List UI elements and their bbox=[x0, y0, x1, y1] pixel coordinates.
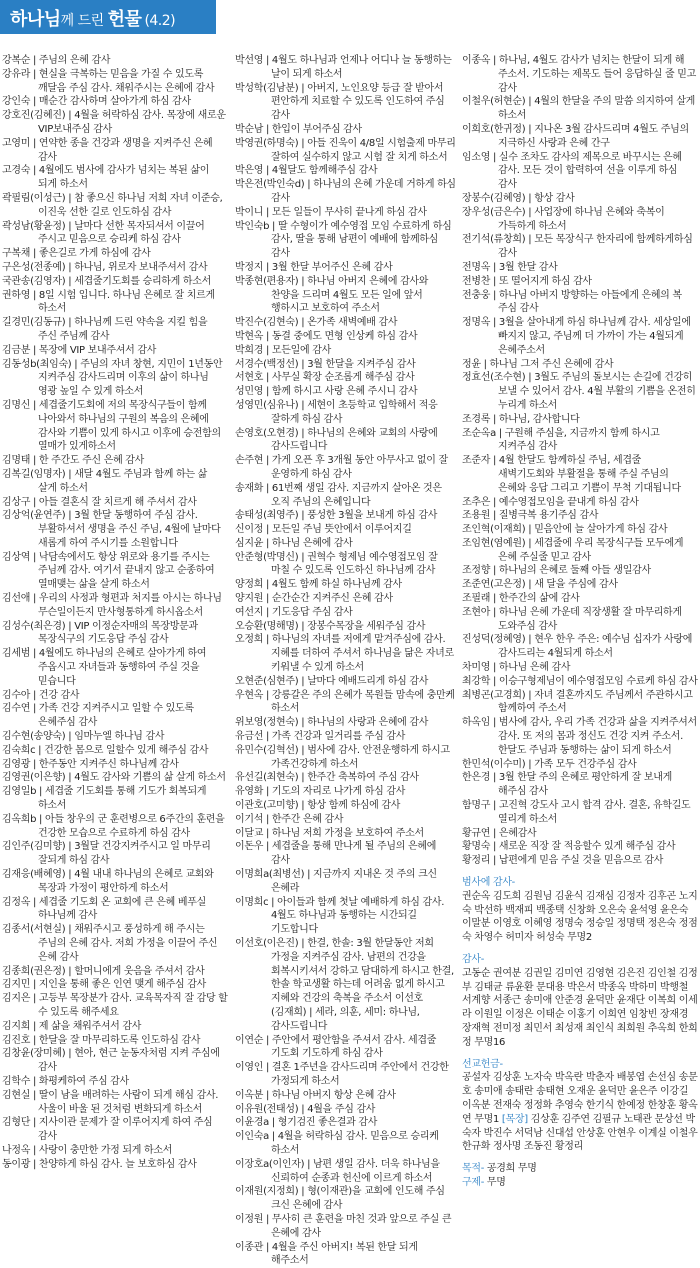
mokjang-badge: [목장] bbox=[501, 1113, 528, 1125]
offering-entry: 유영화 | 기도의 자리로 나가게 하심 감사 bbox=[235, 786, 406, 798]
offering-entry: 김세범 | 4월에도 하나님의 은혜로 살아가게 하여 주옵시고 자녀들과 동행하여 주실 것을 믿습니다 bbox=[2, 648, 207, 687]
offering-entry: 곽필림(이성근) | 참 좋으신 하나님 저희 자녀 이준승, 이진욱 선한 길로 인도하심 감사 bbox=[2, 192, 223, 218]
offering-entry: 송재화 | 61번째 생일 감사. 지금까지 살아온 것은 오직 주님의 은혜입니다 bbox=[235, 482, 442, 508]
offering-entry: 황정리 | 납편에게 믿음 주실 것을 믿음으로 감사 bbox=[462, 855, 664, 867]
offering-entry: 이인숙a | 4월을 허락하심 감사. 믿음으로 승리케 하소서 bbox=[235, 1131, 439, 1156]
offering-entry: 유민수(김혁선) | 범사에 감사. 안전운행하게 하시고 가족건강하게 하소서 bbox=[235, 744, 450, 770]
offering-entry: 박종현(편용자) | 하나님 아버지 은혜에 감사와 찬양을 드리며 4월도 모든 일에 앞서 행하시고 보호하여 주소서 bbox=[235, 275, 429, 315]
offering-entry: 장봉수(김혜영) | 항상 감사 bbox=[462, 192, 575, 204]
section-body bbox=[462, 1071, 698, 1154]
offering-entry: 김수아 | 건강 감사 bbox=[2, 689, 80, 701]
section-body: 고동순 권여분 김권일 김미연 김영현 김은진 김인철 김정부 김태균 류윤환 문대용 박은서 박종옥 박하미 박행철 서계향 서종근 송미애 안준경 윤덕만 윤재단 이복희 이세라 이원일 이정은 이태순 이홍기 이희연 임창빈 장재경 장재혁 전미정 최민서 최성재 최인식 최희원 추옥희 한희정 무명16 bbox=[462, 967, 698, 1048]
section-body: 무명 bbox=[486, 1176, 506, 1188]
offering-entry: 이종관 | 4월을 주신 아버지! 복된 한달 되게 해주소서 bbox=[235, 1241, 418, 1267]
section-title: 목적- bbox=[462, 1163, 487, 1175]
offering-entry: 심지윤 | 하나님 은혜에 감사 bbox=[235, 537, 353, 549]
offering-entry: 박영권(하명숙) | 아들 진욱이 4/8일 시험출제 마무리 잘하여 실수하지 않고 시험 잘 치게 하소서 bbox=[235, 137, 456, 163]
column-2 bbox=[235, 54, 457, 1268]
offering-entry: 김영광 | 한주동안 지켜주신 하나님께 감사 bbox=[2, 758, 179, 770]
offering-entry: 이기석 | 한주간 은혜 감사 bbox=[235, 813, 344, 825]
offering-entry: 김금분 | 목장에 VIP 보내주셔서 감사 bbox=[2, 344, 157, 356]
offering-entry: 신이정 | 모든일 주님 뜻안에서 이루어지길 bbox=[235, 524, 412, 536]
offering-entry: 국관송(김영자) | 세겹줄기도회를 승리하게 하소서 bbox=[2, 275, 211, 287]
offering-entry: 한은경 | 3월 한달 주의 은혜로 평안하게 잘 보내게 해주심 감사 bbox=[462, 772, 673, 798]
offering-entry: 조경록 | 하나님, 감사합니다 bbox=[462, 413, 580, 425]
column-1 bbox=[2, 54, 228, 1172]
offering-entry: 박순남 | 한입이 부어주심 감사 bbox=[235, 123, 362, 135]
offering-entry: 김정옥 | 세겹줄 기도회 온 교회에 큰 은혜 베푸실 하나님께 감사 bbox=[2, 896, 206, 922]
title-main: 하나님 bbox=[10, 9, 61, 30]
offering-entry: 김영일b | 세겹줄 기도회를 통해 기도가 회복되게 하소서 bbox=[2, 786, 207, 812]
offering-entry: 이희호(한귀정) | 지나온 3월 감사드리며 4월도 주님의 지극하신 사랑과 은혜 간구 bbox=[462, 123, 689, 149]
section-title: 범사에 감사- bbox=[462, 877, 515, 889]
offering-entry: 박현옥 | 동결 중에도 면형 인상케 하심 감사 bbox=[235, 330, 418, 342]
offering-entry: 최강학 | 이승구형제님이 예수영접모임 수료케 하심 감사 bbox=[462, 675, 698, 687]
section-body-before: 공설자 김상훈 노자숙 박옥란 박춘자 배봉엽 손선심 송문호 송미애 송태란 송태현 오재운 윤덕만 윤은주 이강길 이옥분 전재숙 정정화 추영숙 한기식 한예정 한창훈 황옥연 무명1 bbox=[462, 1072, 698, 1125]
offering-entry: 이유원(전태성) | 4월을 주심 감사 bbox=[235, 1103, 376, 1115]
offering-entry: 서경수(백정선) | 3월 한달을 지켜주심 감사 bbox=[235, 358, 416, 370]
offering-entry: 오승환(명해명) | 장봉수목장을 세워주심 감사 bbox=[235, 620, 426, 632]
offering-entry: 임소영 | 실수 조차도 감사의 제목으로 바꾸시는 은혜 감사. 모든 것이 합력하여 선을 이루게 하심 감사 bbox=[462, 151, 682, 191]
offering-entry: 김재응(배혜영) | 4월 내내 하나님의 은혜로 교회와 목장과 가정이 평안하게 하소서 bbox=[2, 869, 214, 894]
offering-entry: 황규연 | 은혜감사 bbox=[462, 827, 537, 839]
offering-entry: 이연순 | 주안에서 평안함을 주셔서 감사. 세겹줄 기도회 기도하게 하심 감사 bbox=[235, 1034, 437, 1060]
offering-entry: 김종희(권은정) | 할머니에게 웃음을 주셔서 감사 bbox=[2, 965, 205, 977]
offering-entry: 박인숙b | 딸 수형이가 예수영접 모임 수료하게 하심 감사, 딸을 통해 남편이 예배에 함께하심 감사 bbox=[235, 220, 452, 260]
offering-entry: 이명희a(최병선) | 지금까지 지내온 것 주의 크신 은혜라 bbox=[235, 869, 437, 894]
offering-entry: 강호진(김혜진) | 4월을 허락하심 감사. 목장에 새로운 VIP보내주심 감사 bbox=[2, 110, 226, 135]
offering-entry: 이정원 | 무사히 큰 훈련을 마친 것과 앞으로 주실 큰 은혜에 감사 bbox=[235, 1213, 452, 1239]
offering-entry: 황명숙 | 새로운 직장 잘 적응할수 있게 해주심 감사 bbox=[462, 841, 676, 853]
offering-entry: 김수현(송양숙) | 임마누엘 하나님 감사 bbox=[2, 731, 165, 743]
title-end: 헌물 bbox=[107, 9, 142, 30]
offering-entry: 길경민(김동규) | 하나님께 드린 약속을 지킬 힘을 주신 주님께 감사 bbox=[2, 317, 208, 342]
offering-entry: 여선지 | 기도응답 주심 감사 bbox=[235, 606, 353, 618]
offering-entry: 조준연(고은정) | 새 달을 주심에 감사 bbox=[462, 579, 618, 591]
offering-entry: 박정지 | 3월 한달 부어주신 은혜 감사 bbox=[235, 261, 393, 273]
offering-entry: 김성수(최은경) | VIP 이정순자매의 목장방문과 목장식구의 기도응답 주심 감사 bbox=[2, 620, 198, 646]
column-3 bbox=[462, 54, 698, 1190]
offering-entry: 성민영 | 함께 하시고 사랑 은혜 주시니 감사 bbox=[235, 386, 418, 398]
offering-entry: 유금선 | 가족 건강과 일거리를 주심 감사 bbox=[235, 731, 406, 743]
offering-entry: 김창윤(장미혜) | 현아, 현근 눈동자처럼 지켜 주심에 감사 bbox=[2, 1048, 220, 1074]
section-title: 감사- bbox=[462, 954, 485, 965]
offering-entry: 전명옥 | 3월 한달 감사 bbox=[462, 261, 558, 273]
offering-entry: 박희경 | 모든일에 감사 bbox=[235, 344, 331, 356]
offering-entry: 양지원 | 순간순간 지켜주신 은혜 감사 bbox=[235, 593, 393, 605]
section-title: 선교헌금- bbox=[462, 1058, 503, 1070]
offering-entry: 곽성남(황윤정) | 날마다 선한 목자되셔서 이끌어 주시고 믿음으로 승리케 하심 감사 bbox=[2, 220, 205, 246]
offering-entry: 이장호a(이인자) | 남편 생일 감사. 더욱 하나님을 신뢰하여 순종과 헌신에 이르게 하소서 bbox=[235, 1158, 440, 1184]
offering-entry: 이명희c | 아이들과 함께 첫날 예배하게 하심 감사. 4월도 하나님과 동행하는 시간되길 기도합니다 bbox=[235, 896, 445, 936]
offering-entry: 나정옥 | 사랑이 충만한 가정 되게 하소서 bbox=[2, 1144, 173, 1156]
offering-entry: 김지은 | 고등부 목장분가 감사. 교육목자직 잘 감당 할 수 있도록 해주세요 bbox=[2, 993, 228, 1018]
offering-entry: 강인숙 | 매순간 감사하며 살아가게 하심 감사 bbox=[2, 96, 191, 108]
offering-entry: 최병곤(고경희) | 자녀 결혼까지도 주님께서 주관하시고 함께하여 주소서 bbox=[462, 689, 693, 715]
section-title: 구제- bbox=[462, 1176, 487, 1188]
offering-entry: 하옥임 | 범사에 감사, 우리 가족 건강과 삶을 지켜주셔서 감사. 또 저의 몸과 정신도 건강 지켜 주소서. 한달도 주님과 동행하는 삶이 되게 하소서 bbox=[462, 717, 697, 756]
offering-entry: 박선영 | 4월도 하나님과 언제나 어디나 늘 동행하는 날이 되게 하소서 bbox=[235, 55, 452, 80]
offering-entry: 양정희 | 4월도 함께 하실 하나님께 감사 bbox=[235, 579, 402, 591]
offering-entry: 조준자 | 4월 한달도 함께하실 주님, 세겹줄 새벽기도회와 부활절을 통해 주실 주님의 은혜와 응답 그리고 기쁨이 무척 기대됩니다 bbox=[462, 455, 681, 494]
offering-entry: 손영호(오현경) | 하나님의 은혜와 교회의 사랑에 감사드립니다 bbox=[235, 427, 438, 453]
offering-entry: 오정희 | 하나님의 자녀를 저에게 맡겨주심에 감사. 지혜를 더하여 주셔서 하나님을 닮은 자녀로 키워낼 수 있게 하소서 bbox=[235, 634, 454, 674]
offering-entry: 유선길(최현숙) | 한주간 축복하여 주심 감사 bbox=[235, 772, 419, 784]
offering-entry: 박은영 | 4월달도 함께해주심 감사 bbox=[235, 165, 378, 177]
offering-entry: 조정향 | 하나님의 은혜로 둘째 아들 생일감사 bbox=[462, 565, 651, 577]
offering-entry: 김형단 | 지사이관 문제가 잘 이루어지게 하여 주심 감사 bbox=[2, 1117, 213, 1143]
section-body: 공경희 무명 bbox=[486, 1163, 537, 1175]
offering-entry: 이종옥 | 하나님, 4월도 감사가 넘치는 한달이 되게 해 주소서. 기도하는 제목도 들어 응답하실 줄 믿고 감사 bbox=[462, 55, 696, 94]
offering-entry: 이선호(이은진) | 한결, 한솔: 3월 한달동안 저희 가정을 지켜주심 감사. 남편의 건강을 회복시키셔서 강하고 담대하게 하시고 한결, 한솔 학교생활 하는데 어려움 없게 하시고 지혜와 건강의 축복을 주소서 이선호(김재희) | 세라, 의훈, 세미: 하나님, 감사드립니다 bbox=[235, 938, 454, 1032]
offering-entry: 김인주(김미향) | 3월달 건강지켜주시고 일 마무리 잘되게 하심 감사 bbox=[2, 841, 211, 867]
offering-entry: 김동성b(최임숙) | 주님의 자녀 창현, 지민이 1년동안 지켜주심 감사드리며 이후의 삶이 하나님 영광 높일 수 있게 하소서 bbox=[2, 358, 223, 398]
section-mission bbox=[462, 1058, 698, 1155]
offering-entry: 오현준(심현주) | 날마다 예배드리게 하심 감사 bbox=[235, 675, 429, 687]
offering-entry: 이영인 | 결혼 1주년을 감사드리며 주안에서 건강한 가정되게 하소서 bbox=[235, 1062, 449, 1087]
offering-entry: 김현실 | 딸이 남을 배려하는 사람이 되게 해심 감사. 사울이 바울 된 것처럼 변화되게 하소서 bbox=[2, 1089, 219, 1115]
offering-entry: 구은성(전종예) | 하나님, 위로자 보내주셔서 감사 bbox=[2, 261, 208, 273]
offering-entry: 송태성(최영주) | 풍성한 3월을 보내게 하심 감사 bbox=[235, 510, 438, 522]
offering-entry: 강유라 | 현실을 극복하는 믿음을 가질 수 있도록 깨달음 주심 감사. 채워주시는 은혜에 감사 bbox=[2, 68, 215, 94]
offering-entry: 정효선(조수현) | 3월도 주님의 돌보시는 손길에 건강히 보낼 수 있어서 감사. 4월 부활의 기쁨을 온전히 누리게 하소서 bbox=[462, 372, 696, 411]
offering-entry: 손주현 | 가게 오픈 후 3개월 동안 아무사고 없이 잘 운영하게 하심 감사 bbox=[235, 455, 448, 480]
title-date: (4.2) bbox=[144, 13, 176, 29]
offering-entry: 김상억(윤연주) | 3월 한달 동행하여 주심 감사. 부활하셔서 생명을 주신 주님, 4월에 날마다 새롭게 하여 주시기를 소원합니다 bbox=[2, 510, 221, 549]
offering-entry: 김지희 | 제 삶을 채워주셔서 감사 bbox=[2, 1020, 142, 1032]
offering-entry: 김옥희b | 아들 창우의 군 훈련병으로 6주간의 훈련을 건강한 모습으로 수료하게 하심 감사 bbox=[2, 813, 225, 839]
section-body-after: 김상훈 김주연 김필규 노태관 문상선 박숙자 박진수 서덕남 신대섭 안상훈 안현우 이계실 이철우 한규화 정사명 조동진 황정리 bbox=[462, 1113, 698, 1153]
offering-entry: 구복채 | 좋은길로 가게 하심에 감사 bbox=[2, 248, 151, 260]
offering-entry: 김수연 | 가족 건강 지켜주시고 일할 수 있도록 은혜주심 감사 bbox=[2, 703, 194, 729]
offering-entry: 김선애 | 우리의 사정과 형편과 처지를 아시는 하나님 무슨일이든지 만사형통하게 하시옵소서 bbox=[2, 593, 222, 618]
offering-entry: 김상역 | 낙담속에서도 항상 위로와 용기를 주시는 주님께 감사. 여기서 끝내지 않고 순종하여 열매맺는 삶을 살게 하소서 bbox=[2, 551, 215, 591]
offering-entry: 김복길(임명자) | 새달 4월도 주님과 함께 하는 삶 살게 하소서 bbox=[2, 468, 207, 494]
offering-entry: 성영민(심유나) | 세현이 초등학교 입학해서 적응 잘하게 하심 감사 bbox=[235, 399, 438, 425]
offering-entry: 조인혁(이재희) | 믿음안에 늘 살아가게 하심 감사 bbox=[462, 524, 668, 536]
offering-entry: 전충웅 | 하나님 아버지 방향하는 아들에게 은혜의 복 주심 감사 bbox=[462, 289, 682, 315]
offering-entry: 김영권(이은향) | 4월도 감사와 기쁨의 삶 살게 하소서 bbox=[2, 772, 226, 784]
offering-entry: 장우성(금은수) | 사업장에 하나님 은혜와 축복이 가득하게 하소서 bbox=[462, 206, 665, 232]
offering-entry: 위보영(정현숙) | 하나님의 사랑과 은혜에 감사 bbox=[235, 717, 429, 729]
offering-entry: 고경숙 | 4월에도 범사에 감사가 넘치는 복된 삶이 되게 하소서 bbox=[2, 165, 210, 191]
offering-entry: 김종서(서현실) | 채워주시고 풍성하게 해 주시는 주님의 은혜 감사. 저희 가정을 이끌어 주신 은혜 감사 bbox=[2, 924, 218, 963]
offering-entry: 김명신 | 세겹줄기도회에 저의 목장식구들이 함께 나아와서 하나님의 구원의 복음의 은혜에 감사와 기쁨이 있게 하시고 이후에 승전함의 열매가 있게하소서 bbox=[2, 399, 221, 453]
offering-entry: 정명옥 | 3월을 살아내게 하심 하나님께 감사. 세상일에 빠지지 않고, 주님께 더 가까이 가는 4월되게 은혜주소서 bbox=[462, 317, 691, 356]
offering-entry: 전병찬 | 또 떨어지게 하심 감사 bbox=[462, 275, 592, 287]
offering-entry: 김학수 | 화평케하여 주심 감사 bbox=[2, 1075, 129, 1087]
offering-entry: 안준형(박명신) | 권혁수 형제님 예수영접모임 잘 마칠 수 있도록 인도하신 하나님께 감사 bbox=[235, 551, 438, 577]
offering-entry: 김지민 | 지인을 통해 좋은 인연 맺게 해주심 감사 bbox=[2, 979, 206, 991]
offering-entry: 조현아 | 하나님 은혜 가운데 직장생활 잘 마무리하게 도와주심 감사 bbox=[462, 606, 682, 632]
offering-entry: 정윤 | 하나님 그저 주신 은혜에 감사 bbox=[462, 358, 614, 370]
offering-entry: 차미영 | 하나님 은혜 감사 bbox=[462, 662, 571, 674]
offering-entry: 이윤경a | 형기검진 좋은결과 감사 bbox=[235, 1117, 378, 1129]
offering-entry: 이철우(허현순) | 4월의 한달을 주의 말씀 의지하여 살게 하소서 bbox=[462, 96, 696, 122]
column-3-entries bbox=[462, 54, 698, 868]
offering-entry: 박은전(박인숙d) | 하나님의 은혜 가운데 거하게 하심 감사 bbox=[235, 179, 456, 204]
offering-entry: 함명구 | 고진혁 강도사 고시 합격 감사. 결혼, 유학길도 열리게 하소서 bbox=[462, 800, 691, 825]
offering-entry: 고영미 | 연약한 종을 건강과 생명을 지켜주신 은혜 감사 bbox=[2, 137, 213, 163]
offering-entry: 박이니 | 모든 일들이 무사히 끝나게 하심 감사 bbox=[235, 206, 427, 218]
title-small: 께 드린 bbox=[60, 13, 108, 29]
offering-entry: 서현호 | 사무실 확장 순조롭게 해주심 감사 bbox=[235, 372, 415, 384]
section-purpose bbox=[462, 1162, 698, 1190]
offering-entry: 전기석(류창희) | 모든 목장식구 한자리에 함께하게하심 감사 bbox=[462, 234, 693, 260]
offering-entry: 박성학(김남분) | 아버지, 노인요양 등급 잘 받아서 편안하게 치료할 수 있도록 인도하여 주심 감사 bbox=[235, 82, 445, 122]
offering-entry: 조필래 | 한주간의 삶에 감사 bbox=[462, 593, 580, 605]
offering-entry: 김명태 | 한 주간도 주신 은혜 감사 bbox=[2, 455, 145, 467]
offering-entry: 이돈우 | 세겹줄을 통해 만나게 될 주님의 은혜에 감사 bbox=[235, 841, 437, 867]
title-banner bbox=[0, 0, 216, 34]
section-body: 권순옥 김도희 김원님 김윤식 김재심 김정자 김후곤 노지숙 박선하 백재피 백종택 신창화 오은숙 윤석영 윤은숙 이말분 이영호 이혜영 정명숙 정승일 정명택 정은숙 정점숙 차영수 허미자 허성숙 무명2 bbox=[462, 890, 698, 944]
offering-entry: 박진수(김현숙) | 온가족 새벽예배 감사 bbox=[235, 317, 398, 329]
offering-entry: 조임현(염예원) | 세겹줄에 우리 목장식구들 모두에게 은혜 주실줄 믿고 감사 bbox=[462, 537, 684, 563]
offering-entry: 김상구 | 아들 결혼식 잘 치르게 해 주셔서 감사 bbox=[2, 496, 197, 508]
offering-entry: 김숙희c | 건강한 몸으로 일할수 있게 해주심 감사 bbox=[2, 744, 209, 756]
offering-entry: 이달교 | 하나님 저희 가정을 보호하여 주소서 bbox=[235, 827, 424, 839]
offering-entry: 조추은 | 예수영접모임을 끝내게 하심 감사 bbox=[462, 496, 639, 508]
offering-entry: 조용원 | 질병극복 용기주심 감사 bbox=[462, 510, 599, 522]
section-beomsa bbox=[462, 876, 698, 945]
offering-entry: 이재원(지정희) | 형(이재관)을 교회에 인도해 주심 크신 은혜에 감사 bbox=[235, 1186, 445, 1212]
offering-entry: 이관호(고미향) | 항상 함께 하심에 감사 bbox=[235, 800, 401, 812]
offering-entry: 김진호 | 한달을 잘 마무리하도록 인도하심 감사 bbox=[2, 1034, 201, 1046]
offering-entry: 우현옥 | 강릉갈은 주의 은혜가 목원들 맘속에 충만케 하소서 bbox=[235, 689, 455, 715]
offering-entry: 진성덕(정혜영) | 현우 한우 주은: 예수님 십자가 사랑에 감사드리는 4월되게 하소서 bbox=[462, 634, 693, 660]
page-title bbox=[10, 5, 175, 31]
offering-entry: 동이광 | 찬양하게 하심 감사. 늘 보호하심 감사 bbox=[2, 1158, 197, 1170]
offering-entry: 권하영 | 8일 시험 입니다. 하나님 은혜로 잘 치르게 하소서 bbox=[2, 289, 215, 315]
offering-entry: 이옥분 | 하나님 아버지 항상 은혜 감사 bbox=[235, 1089, 396, 1101]
offering-entry: 강복순 | 주님의 은혜 감사 bbox=[2, 55, 111, 66]
offering-entry: 한민석(이수미) | 가족 모두 건강주심 감사 bbox=[462, 758, 637, 770]
section-thanks bbox=[462, 953, 698, 1050]
offering-entry: 조순옥a | 구원해 주심을, 지금까지 함께 하시고 지켜주심 감사 bbox=[462, 427, 660, 453]
